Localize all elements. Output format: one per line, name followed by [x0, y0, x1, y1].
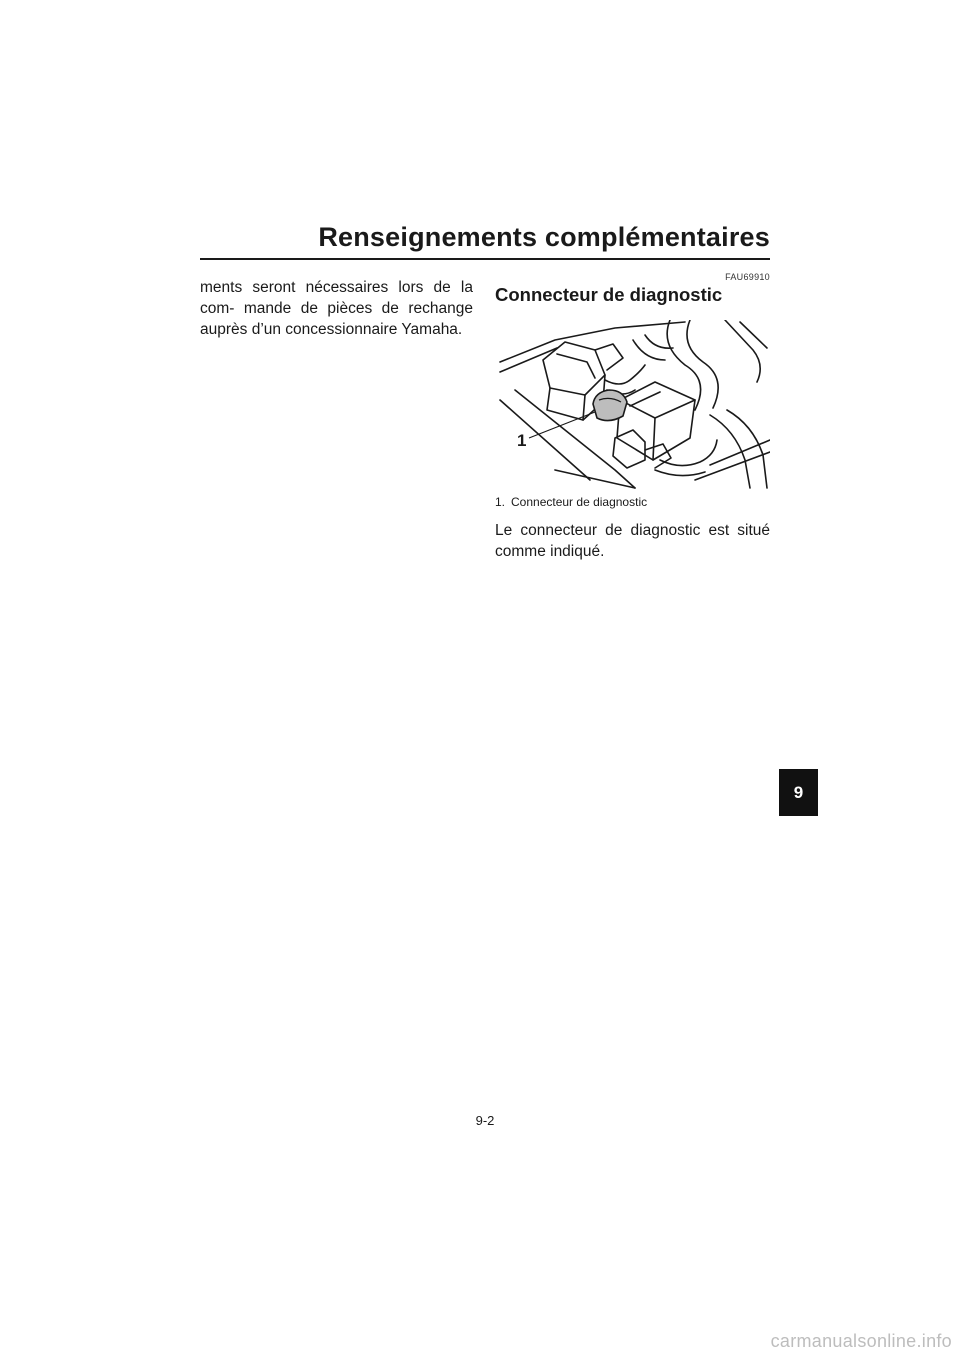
chapter-number: 9 [793, 782, 804, 802]
chapter-tab [779, 769, 818, 816]
section-body: Le connecteur de diagnostic est situé comme indiqué. [495, 522, 770, 560]
engine-bay-drawing [495, 320, 770, 490]
reference-code: FAU69910 [725, 272, 770, 282]
figure-label: 1 [517, 431, 527, 450]
section-title: Connecteur de diagnostic [495, 284, 723, 305]
continued-paragraph: ments seront nécessaires lors de la com- mande de pièces de rechange auprès d’un concessionnaire Yamaha. [200, 279, 473, 338]
caption-text: Connecteur de diagnostic [511, 495, 648, 509]
diagnostic-connector-illustration [495, 320, 770, 490]
header-rule [200, 258, 770, 260]
left-column [200, 277, 473, 340]
right-column [495, 272, 770, 562]
page-number: 9-2 [475, 1113, 495, 1128]
page-title: Renseignements complémentaires [318, 222, 770, 252]
connector-highlight [593, 390, 627, 421]
caption-number: 1. [495, 495, 506, 509]
watermark: carmanualsonline.info [770, 1331, 952, 1351]
figure-caption [495, 494, 770, 510]
